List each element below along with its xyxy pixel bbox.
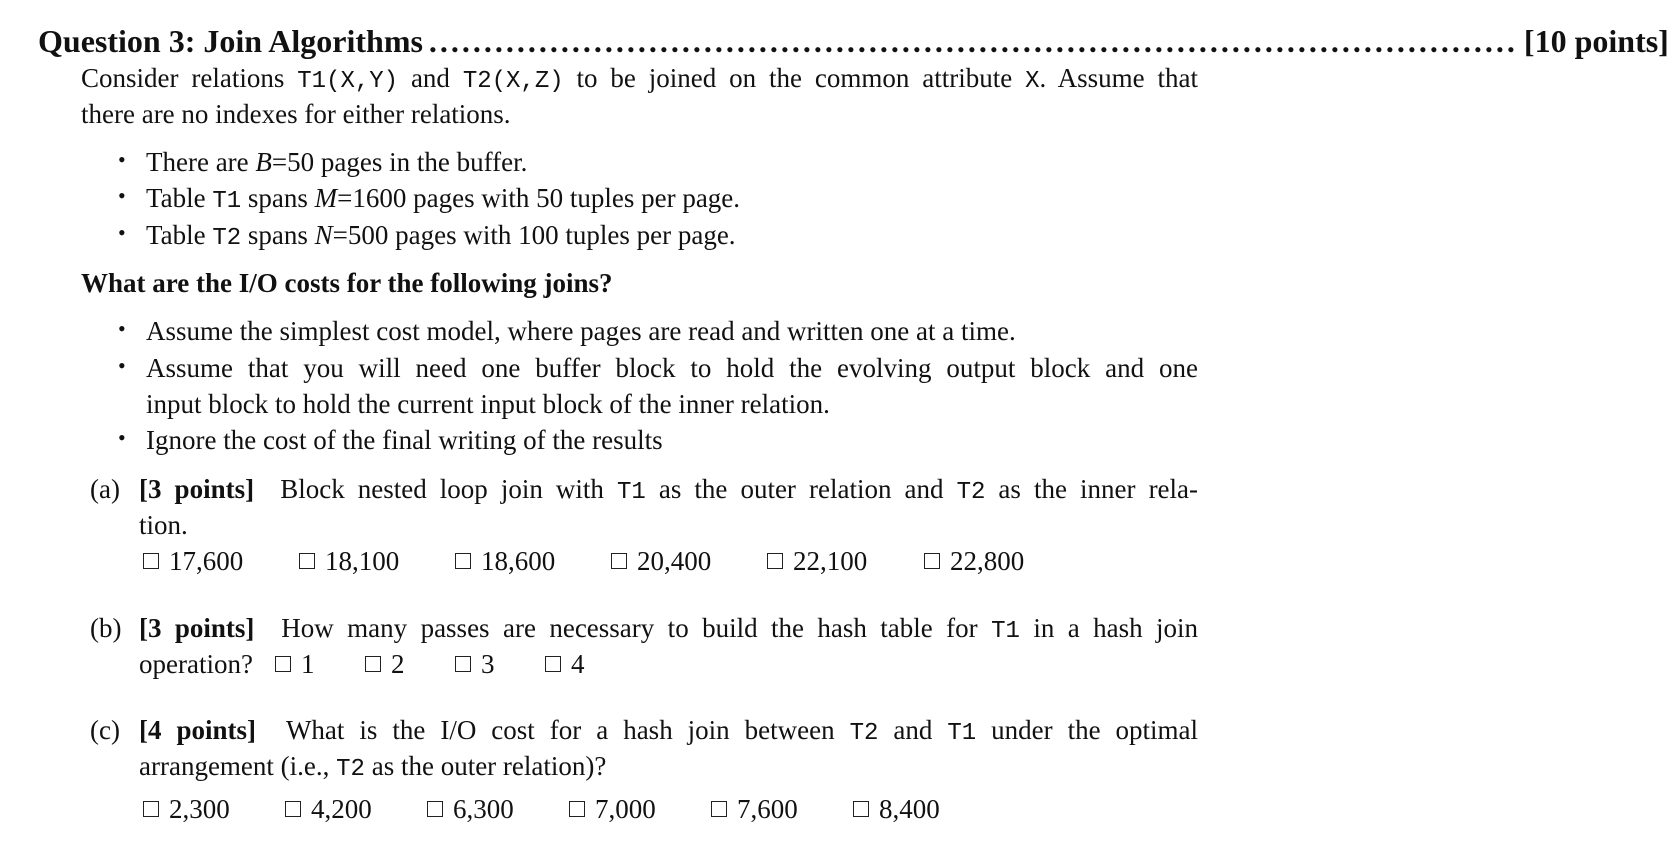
bullet-icon: • [118, 425, 126, 450]
part-b-label: (b) [90, 613, 122, 643]
option-c-2[interactable]: 4,200 [285, 791, 427, 827]
given-table-t1: Table T1 spans M=1600 pages with 50 tuples per page. [146, 183, 741, 215]
part-c-label: (c) [90, 715, 120, 745]
bullet-icon: • [118, 147, 126, 172]
bullet-icon: • [118, 316, 126, 341]
intro-line-2: there are no indexes for either relations. [81, 99, 511, 129]
intro-line-1: Consider relations T1(X,Y) and T2(X,Z) to be joined on the common attribute X. Assume that [81, 63, 1199, 95]
checkbox-icon[interactable] [275, 656, 291, 672]
option-b-3[interactable]: 3 [455, 646, 545, 682]
option-a-2[interactable]: 18,100 [299, 543, 455, 579]
option-b-2[interactable]: 2 [365, 646, 455, 682]
checkbox-icon[interactable] [299, 553, 315, 569]
bullet-icon: • [118, 353, 126, 378]
part-a-question-line-1: [3 points] Block nested loop join with T1 as the outer relation and T2 as the inner rela- [139, 474, 1199, 506]
option-c-4[interactable]: 7,000 [569, 791, 711, 827]
part-c-question-line-1: [4 points] What is the I/O cost for a hash join between T2 and T1 under the optimal [139, 715, 1199, 747]
part-c-options [143, 791, 940, 827]
option-a-1[interactable]: 17,600 [143, 543, 299, 579]
title-leader-dots: ................................................................................................... [428, 23, 1518, 59]
assumption-cost-model: Assume the simplest cost model, where pages are read and written one at a time. [146, 316, 1016, 346]
option-c-3[interactable]: 6,300 [427, 791, 569, 827]
subheading: What are the I/O costs for the following joins? [81, 268, 613, 298]
question-points: [10 points] [1523, 23, 1669, 59]
checkbox-icon[interactable] [455, 656, 471, 672]
checkbox-icon[interactable] [767, 553, 783, 569]
option-c-6[interactable]: 8,400 [853, 791, 940, 827]
checkbox-icon[interactable] [569, 801, 585, 817]
option-b-1[interactable]: 1 [275, 646, 365, 682]
checkbox-icon[interactable] [711, 801, 727, 817]
checkbox-icon[interactable] [365, 656, 381, 672]
given-buffer: There are B=50 pages in the buffer. [146, 147, 528, 177]
option-a-3[interactable]: 18,600 [455, 543, 611, 579]
part-a-options [143, 543, 1024, 579]
checkbox-icon[interactable] [853, 801, 869, 817]
option-b-4[interactable]: 4 [545, 646, 585, 682]
checkbox-icon[interactable] [285, 801, 301, 817]
bullet-icon: • [118, 220, 126, 245]
part-b-question-line-1: [3 points] How many passes are necessary to build the hash table for T1 in a hash join [139, 613, 1199, 645]
checkbox-icon[interactable] [143, 553, 159, 569]
option-a-6[interactable]: 22,800 [924, 543, 1024, 579]
assumption-ignore-output: Ignore the cost of the final writing of the results [146, 425, 663, 455]
part-a-label: (a) [90, 474, 120, 504]
checkbox-icon[interactable] [455, 553, 471, 569]
option-c-1[interactable]: 2,300 [143, 791, 285, 827]
option-a-4[interactable]: 20,400 [611, 543, 767, 579]
bullet-icon: • [118, 183, 126, 208]
checkbox-icon[interactable] [143, 801, 159, 817]
option-a-5[interactable]: 22,100 [767, 543, 924, 579]
part-c-question-line-2: arrangement (i.e., T2 as the outer relation)? [139, 751, 607, 783]
question-title: Question 3: Join Algorithms [38, 23, 423, 59]
part-a-question-line-2: tion. [139, 510, 188, 540]
given-table-t2: Table T2 spans N=500 pages with 100 tuples per page. [146, 220, 736, 252]
checkbox-icon[interactable] [611, 553, 627, 569]
checkbox-icon[interactable] [545, 656, 561, 672]
part-b-question-line-2: operation? 1 2 3 4 [139, 646, 584, 682]
checkbox-icon[interactable] [427, 801, 443, 817]
assumption-buffer-line-1: Assume that you will need one buffer block to hold the evolving output block and one [146, 353, 1198, 383]
checkbox-icon[interactable] [924, 553, 940, 569]
assumption-buffer-line-2: input block to hold the current input block of the inner relation. [146, 389, 830, 419]
question-title-row [38, 19, 1669, 63]
option-c-5[interactable]: 7,600 [711, 791, 853, 827]
